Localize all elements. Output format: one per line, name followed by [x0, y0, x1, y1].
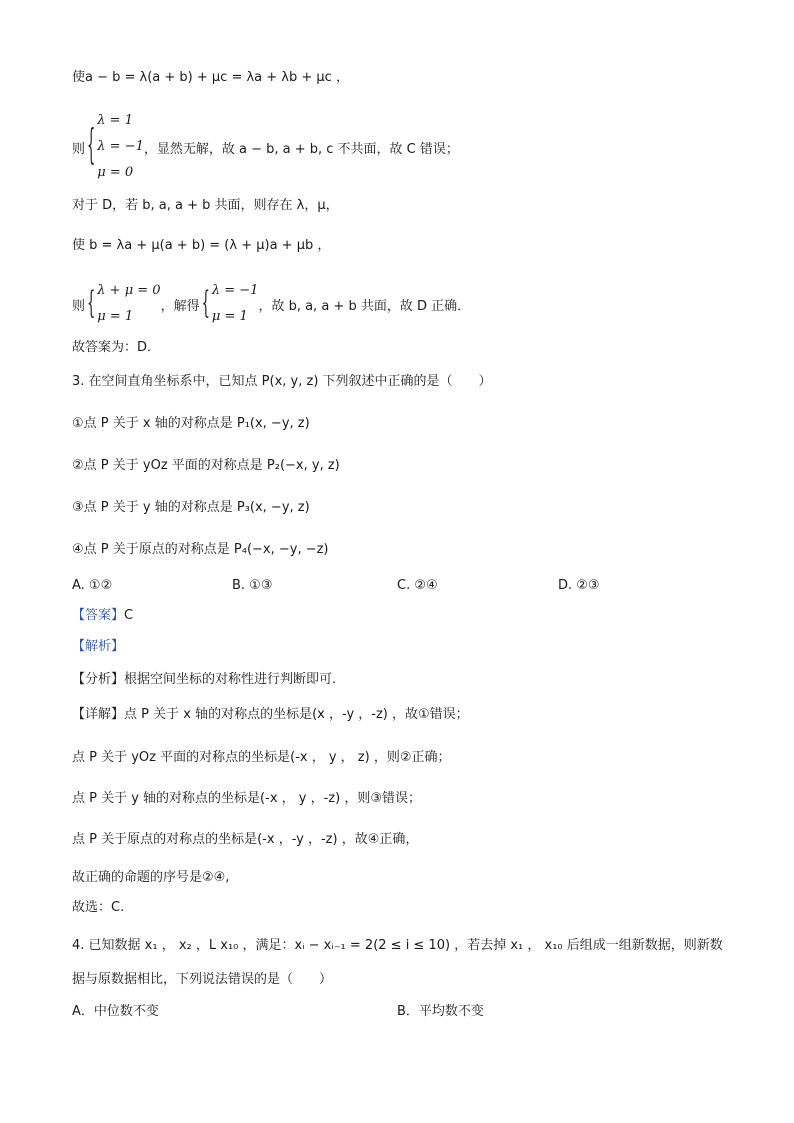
detail-text: 点 P 关于 x 轴的对称点的坐标是(x ，-y ，-z) ，故①错误； [124, 707, 469, 722]
conclusion-text: ，故 b, a, a + b 共面，故 D 正确． [258, 298, 471, 314]
question-4-stem: 4. 已知数据 x₁ ， x₂ ，L x₁₀ ，满足：xᵢ − xᵢ₋₁ = 2(2 ≤ i ≤ 10) ，若去掉 x₁ ， x₁₀ 后组成一组新数据，则新数 [72, 938, 723, 953]
system-of-equations-2 [72, 278, 470, 330]
case-d-line: 对于 D，若 b, a, a + b 共面，则存在 λ，μ， [72, 198, 339, 213]
analysis-heading [72, 637, 124, 657]
option-b: B. ①③ [232, 578, 273, 593]
statement-1: ①点 P 关于 x 轴的对称点是 P₁(x, −y, z) [72, 416, 310, 431]
equation: μ = 1 [97, 309, 134, 324]
then-label: 则 [72, 298, 86, 314]
breakdown-row [72, 670, 345, 690]
question-4-options [72, 1002, 722, 1022]
question-4-stem-cont: 据与原数据相比，下列说法错误的是（ ） [72, 972, 333, 987]
detail-line-5: 故正确的命题的序号是②④, [72, 870, 230, 885]
conclusion-text: ，显然无解，故 a − b, a + b, c 不共面，故 C 错误； [143, 141, 459, 157]
equation: μ = 0 [97, 165, 134, 180]
left-brace: { [87, 286, 96, 322]
statement-3: ③点 P 关于 y 轴的对称点是 P₃(x, −y, z) [72, 500, 310, 515]
option-c: C. ②④ [397, 578, 438, 593]
option-d: D. ②③ [558, 578, 600, 593]
analysis-tag: 【解析】 [72, 639, 125, 654]
question-3-options [72, 576, 722, 596]
equation-stack [97, 278, 160, 330]
breakdown-tag: 【分析】 [72, 672, 125, 687]
vector-equation-line: 使a − b = λ(a + b) + μc = λa + λb + μc ， [72, 70, 349, 85]
equation: λ = 1 [97, 113, 133, 128]
statement-2: ②点 P 关于 yOz 平面的对称点是 P₂(−x, y, z) [72, 458, 340, 473]
breakdown-text: 根据空间坐标的对称性进行判断即可． [124, 672, 346, 687]
option-a: A. ①② [72, 578, 113, 593]
equation-stack [97, 108, 144, 186]
detail-row [72, 705, 469, 725]
detail-line-3: 点 P 关于 y 轴的对称点的坐标是(-x ， y ，-z) ，则③错误； [72, 791, 421, 806]
answer-tag: 【答案】 [72, 608, 125, 623]
equation: λ + μ = 0 [97, 283, 161, 298]
detail-line-4: 点 P 关于原点的对称点的坐标是(-x ，-y ，-z) ，故④正确， [72, 832, 419, 847]
equation: λ = −1 [97, 139, 144, 154]
equation: λ = −1 [211, 283, 259, 298]
answer-line: 故答案为：D． [72, 340, 161, 355]
vector-decomposition-line: 使 b = λa + μ(a + b) = (λ + μ)a + μb ， [72, 238, 331, 253]
solve-label: ，解得 [160, 298, 200, 314]
equation-stack [212, 278, 259, 330]
option-a: A．中位数不变 [72, 1004, 159, 1019]
equation: μ = 1 [211, 309, 248, 324]
option-b: B．平均数不变 [397, 1004, 484, 1019]
answer-value: C [124, 608, 134, 623]
left-brace: { [201, 286, 210, 322]
detail-tag: 【详解】 [72, 707, 125, 722]
system-of-equations-1 [72, 108, 459, 186]
statement-4: ④点 P 关于原点的对称点是 P₄(−x, −y, −z) [72, 542, 329, 557]
question-3-stem: 3. 在空间直角坐标系中，已知点 P(x, y, z) 下列叙述中正确的是（ ） [72, 374, 492, 389]
then-label: 则 [72, 141, 86, 157]
detail-line-2: 点 P 关于 yOz 平面的对称点的坐标是(-x ， y ， z) ，则②正确； [72, 750, 451, 765]
left-brace: { [87, 123, 96, 171]
answer-row [72, 606, 133, 626]
final-choice: 故选：C. [72, 900, 125, 915]
